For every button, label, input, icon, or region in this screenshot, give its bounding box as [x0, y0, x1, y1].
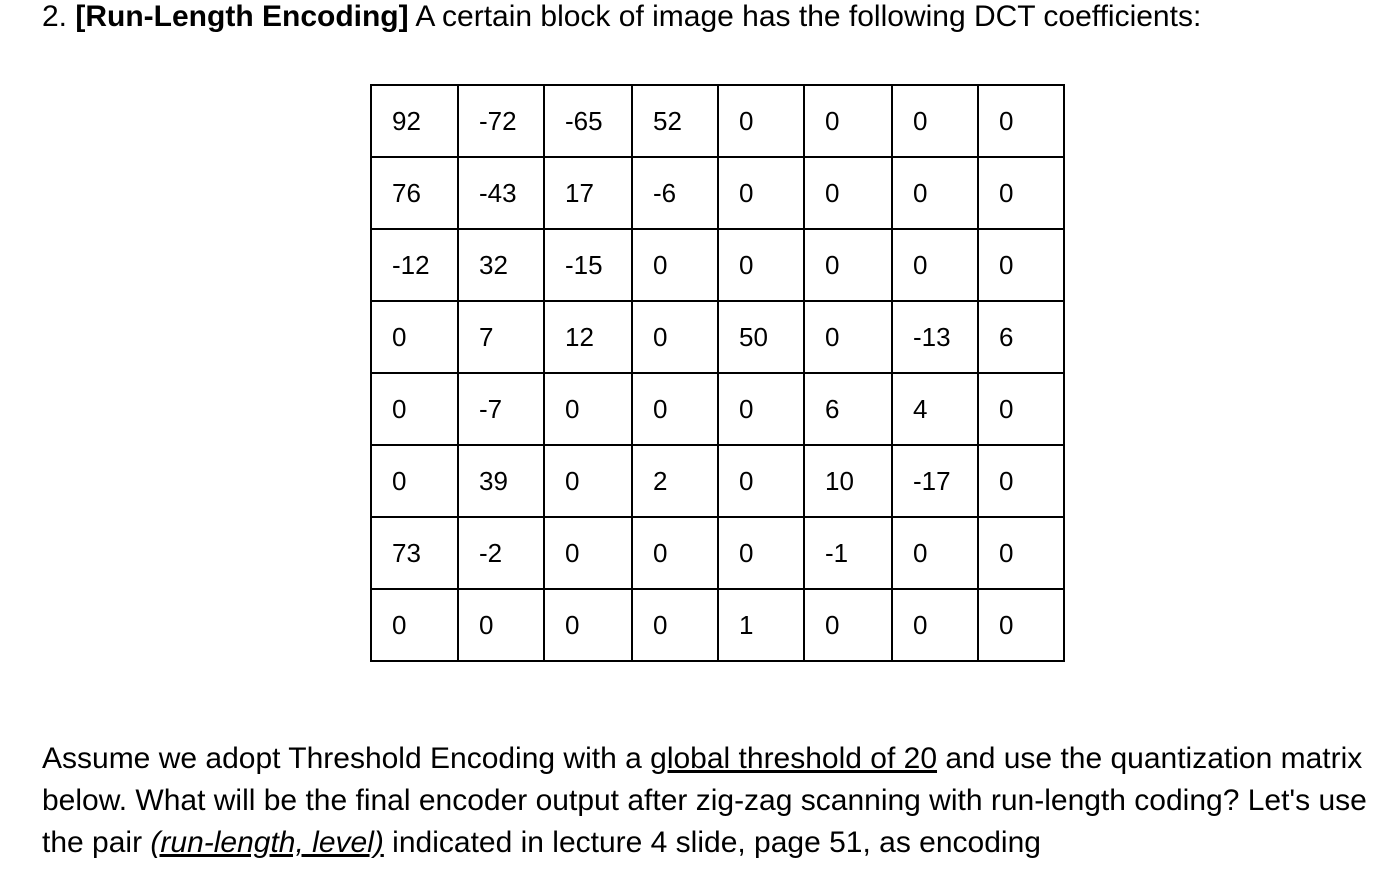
table-cell: 50 — [718, 301, 804, 373]
table-cell: 0 — [371, 373, 458, 445]
dct-coefficient-table — [370, 84, 1065, 662]
table-cell: 52 — [632, 85, 718, 157]
table-cell: -65 — [544, 85, 632, 157]
table-cell: 0 — [978, 373, 1064, 445]
table-cell: 0 — [458, 589, 544, 661]
table-cell: 0 — [892, 517, 978, 589]
table-cell: -12 — [371, 229, 458, 301]
table-cell: -1 — [804, 517, 892, 589]
table-row — [371, 229, 1064, 301]
table-row — [371, 517, 1064, 589]
table-row — [371, 301, 1064, 373]
question-number: 2. — [42, 0, 68, 33]
table-cell: 0 — [632, 589, 718, 661]
table-cell: 0 — [718, 85, 804, 157]
table-cell: 0 — [371, 445, 458, 517]
table-row — [371, 373, 1064, 445]
table-cell: -6 — [632, 157, 718, 229]
question-title: [Run-Length Encoding] — [75, 0, 409, 33]
table-cell: 1 — [718, 589, 804, 661]
table-cell: 0 — [632, 229, 718, 301]
table-row — [371, 445, 1064, 517]
table-cell: 0 — [804, 85, 892, 157]
table-cell: 0 — [371, 589, 458, 661]
table-cell: 73 — [371, 517, 458, 589]
table-cell: 0 — [804, 157, 892, 229]
table-row — [371, 85, 1064, 157]
table-cell: 0 — [892, 157, 978, 229]
paragraph-text: indicated in lecture 4 slide, page 51, as encoding — [383, 826, 1041, 859]
table-cell: 0 — [718, 517, 804, 589]
table-cell: -13 — [892, 301, 978, 373]
table-cell: 0 — [892, 229, 978, 301]
table-cell: 0 — [978, 517, 1064, 589]
table-row — [371, 589, 1064, 661]
table-cell: 7 — [458, 301, 544, 373]
table-cell: 0 — [804, 589, 892, 661]
table-cell: -17 — [892, 445, 978, 517]
paragraph-text: Assume we adopt Threshold Encoding with a — [42, 742, 651, 775]
question-paragraph — [42, 738, 1382, 864]
table-cell: 0 — [978, 157, 1064, 229]
table-cell: 10 — [804, 445, 892, 517]
table-cell: 0 — [978, 589, 1064, 661]
table-cell: 17 — [544, 157, 632, 229]
table-cell: -43 — [458, 157, 544, 229]
table-cell: 0 — [544, 589, 632, 661]
table-cell: 0 — [544, 373, 632, 445]
table-cell: 0 — [804, 301, 892, 373]
table-cell: 0 — [718, 157, 804, 229]
question-heading — [42, 0, 1201, 34]
table-cell: 0 — [892, 85, 978, 157]
table-cell: 0 — [718, 445, 804, 517]
table-cell: -7 — [458, 373, 544, 445]
table-cell: 0 — [371, 301, 458, 373]
table-cell: 0 — [544, 517, 632, 589]
table-cell: 32 — [458, 229, 544, 301]
question-intro: A certain block of image has the following DCT coefficients: — [415, 0, 1202, 33]
table-cell: 6 — [978, 301, 1064, 373]
table-cell: 0 — [718, 229, 804, 301]
table-cell: 0 — [804, 229, 892, 301]
table-cell: -72 — [458, 85, 544, 157]
table-cell: 0 — [632, 517, 718, 589]
table-row — [371, 157, 1064, 229]
table-cell: -2 — [458, 517, 544, 589]
pair-emphasis: (run-length, level) — [150, 826, 384, 859]
threshold-emphasis: global threshold of 20 — [650, 742, 938, 775]
table-cell: 76 — [371, 157, 458, 229]
table-cell: 0 — [718, 373, 804, 445]
table-cell: 0 — [978, 229, 1064, 301]
table-cell: 6 — [804, 373, 892, 445]
table-cell: 39 — [458, 445, 544, 517]
table-cell: -15 — [544, 229, 632, 301]
table-cell: 12 — [544, 301, 632, 373]
paragraph-text: and use the quantization matrix below. What will be the final encoder output after zig-zag scanning with run-length coding? Let's use the pair — [42, 742, 1367, 859]
table-cell: 0 — [978, 85, 1064, 157]
table-cell: 0 — [978, 445, 1064, 517]
table-cell: 0 — [892, 589, 978, 661]
table-cell: 4 — [892, 373, 978, 445]
table-cell: 0 — [632, 301, 718, 373]
table-cell: 0 — [632, 373, 718, 445]
table-cell: 0 — [544, 445, 632, 517]
table-cell: 2 — [632, 445, 718, 517]
table-cell: 92 — [371, 85, 458, 157]
